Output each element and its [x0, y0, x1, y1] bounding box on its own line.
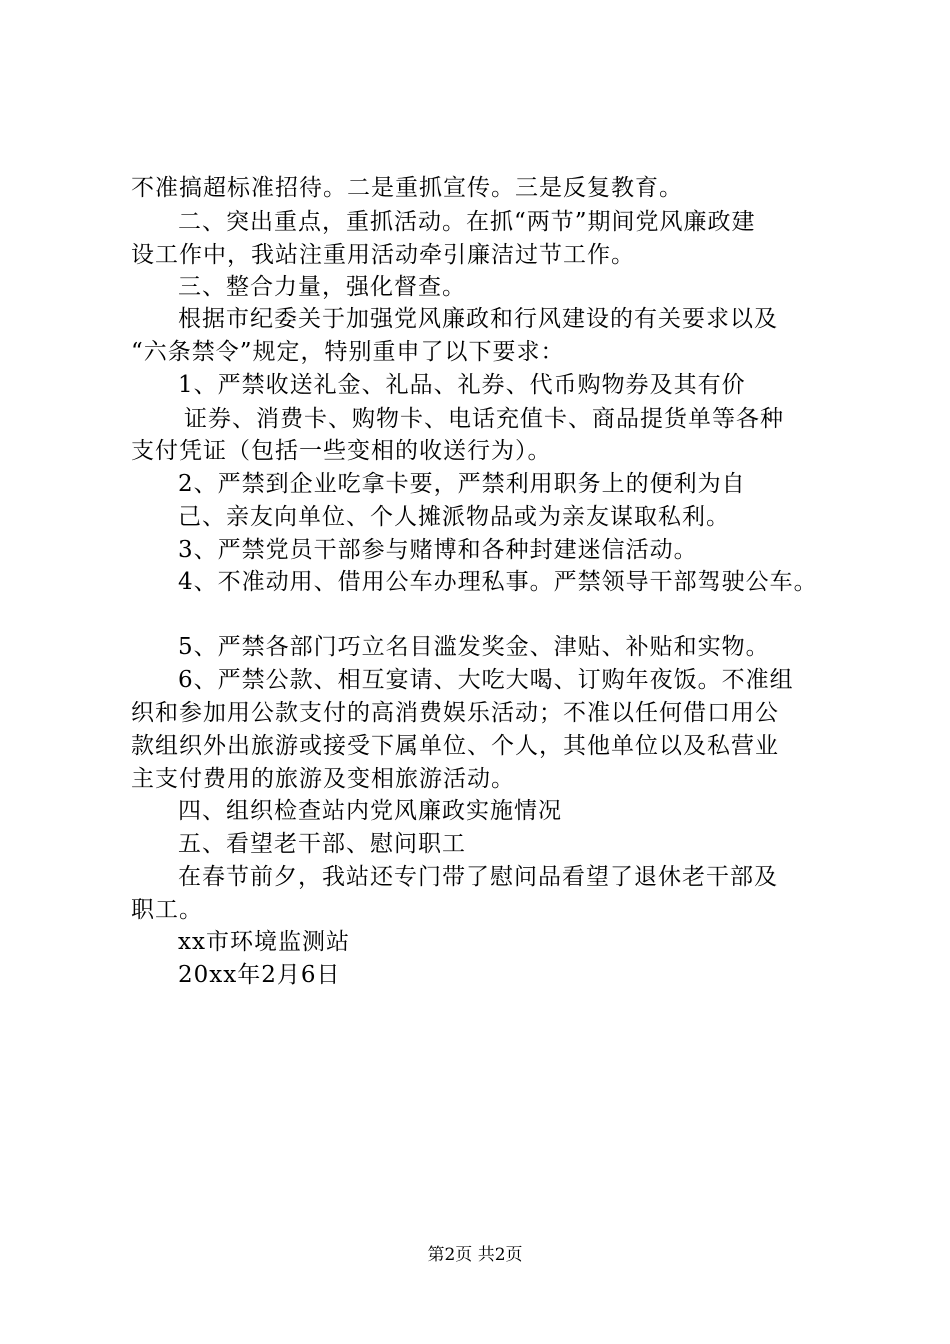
text-line: 五、看望老干部、慰问职工 [178, 831, 466, 857]
text-line: “六条禁令”规定，特别重申了以下要求： [131, 339, 565, 365]
signature-organization: xx市环境监测站 [178, 929, 350, 955]
text-line: 6、严禁公款、相互宴请、大吃大喝、订购年夜饭。不准组 [178, 667, 794, 693]
text-line: 根据市纪委关于加强党风廉政和行风建设的有关要求以及 [178, 306, 778, 332]
text-line: 证券、消费卡、购物卡、电话充值卡、商品提货单等各种 [184, 406, 784, 432]
text-line: 不准搞超标准招待。二是重抓宣传。三是反复教育。 [131, 175, 683, 201]
text-line: 款组织外出旅游或接受下属单位、个人，其他单位以及私营业 [131, 733, 779, 759]
signature-date: 20xx年2月6日 [178, 962, 341, 988]
text-line: 四、组织检查站内党风廉政实施情况 [178, 798, 562, 824]
page-number-footer: 第2页 共2页 [427, 1245, 523, 1265]
text-line: 3、严禁党员干部参与赌博和各种封建迷信活动。 [178, 537, 698, 563]
text-line: 在春节前夕，我站还专门带了慰问品看望了退休老干部及 [178, 864, 778, 890]
text-line: 织和参加用公款支付的高消费娱乐活动；不准以任何借口用公 [131, 700, 779, 726]
text-line: 4、不准动用、借用公车办理私事。严禁领导干部驾驶公车。 [178, 569, 818, 595]
text-line: 职工。 [131, 897, 203, 923]
text-line: 支付凭证（包括一些变相的收送行为）。 [131, 438, 552, 464]
text-line: 己、亲友向单位、个人摊派物品或为亲友谋取私利。 [178, 504, 730, 530]
text-line: 5、严禁各部门巧立名目滥发奖金、津贴、补贴和实物。 [178, 634, 770, 660]
text-line: 1、严禁收送礼金、礼品、礼券、代币购物券及其有价 [178, 372, 746, 398]
text-line: 设工作中，我站注重用活动牵引廉洁过节工作。 [131, 242, 635, 268]
text-line: 2、严禁到企业吃拿卡要，严禁利用职务上的便利为自 [178, 471, 746, 497]
text-line: 二、突出重点，重抓活动。在抓“两节”期间党风廉政建 [178, 209, 756, 235]
text-line: 三、整合力量，强化督查。 [178, 274, 466, 300]
text-line: 主支付费用的旅游及变相旅游活动。 [131, 766, 515, 792]
